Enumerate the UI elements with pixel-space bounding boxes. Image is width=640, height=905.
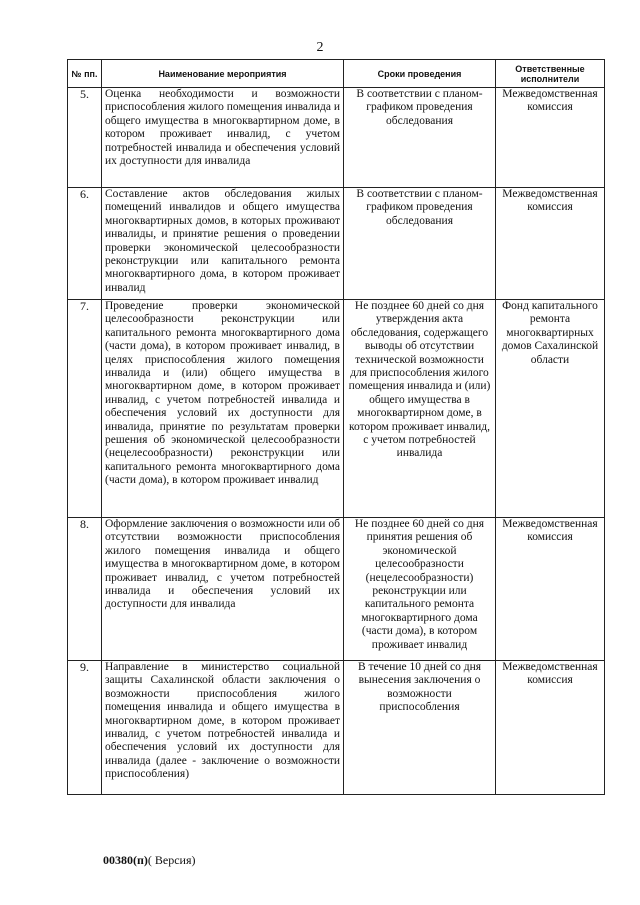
event-name: Составление актов обследования жилых помещений инвалидов и общего имущества многоквартирных домов, в которых проживают инвалиды, и принятие решения о проведении проверки экономической целесообразности реконструкции или капитального ремонта многоквартирного дома, в котором проживает инвалид (102, 188, 344, 300)
document-code: 00380(п) (103, 853, 148, 867)
header-num: № пп. (68, 60, 102, 88)
event-term: Не позднее 60 дней со дня утверждения акта обследования, содержащего выводы об отсутствии технической возможности для приспособления жилого помещения инвалида и (или) общего имущества в многоквартирном доме, в котором проживает инвалид, с учетом потребностей инвалида (344, 300, 496, 518)
event-name: Оценка необходимости и возможности приспособления жилого помещения инвалида и общего имущества в многоквартирном доме, в котором проживает инвалид, с учетом потребностей инвалида и обеспечения условий их доступности для инвалида (102, 88, 344, 188)
event-term: В течение 10 дней со дня вынесения заключения о возможности приспособления (344, 661, 496, 795)
event-name: Проведение проверки экономической целесообразности реконструкции или капитального ремонта многоквартирного дома (части дома), в котором проживает инвалид, в целях приспособления жилого помещения инвалида и (или) общего имущества в многоквартирном доме, в котором проживает инвалид, с учетом потребностей инвалида и обеспечения условий их доступности для инвалида, принятие по результатам проверки решения об экономической целесообразности (нецелесообразности) реконструкции или капитального ремонта многоквартирного дома (части дома), в котором проживает инвалид (102, 300, 344, 518)
event-responsible: Межведомственная комиссия (496, 188, 605, 300)
row-number: 9. (68, 661, 102, 795)
page-number: 2 (316, 40, 324, 55)
table-row (68, 88, 605, 188)
header-name: Наименование мероприятия (102, 60, 344, 88)
event-responsible: Фонд капитального ремонта многоквартирных домов Сахалинской области (496, 300, 605, 518)
table-row (68, 518, 605, 661)
row-number: 7. (68, 300, 102, 518)
header-responsible: Ответственные исполнители (496, 60, 605, 88)
table-row (68, 188, 605, 300)
event-term: В соответствии с планом-графиком проведения обследования (344, 88, 496, 188)
row-number: 5. (68, 88, 102, 188)
document-footer (103, 853, 196, 868)
row-number: 6. (68, 188, 102, 300)
document-version: ( Версия) (147, 853, 196, 867)
header-term: Сроки проведения (344, 60, 496, 88)
events-table (67, 59, 605, 795)
event-name: Направление в министерство социальной защиты Сахалинской области заключения о возможности приспособления жилого помещения инвалида и общего имущества в многоквартирном доме, в котором проживает инвалид, с учетом потребностей инвалида и обеспечения условий их доступности для инвалида (далее - заключение о возможности приспособления) (102, 661, 344, 795)
event-responsible: Межведомственная комиссия (496, 661, 605, 795)
table-header-row (68, 60, 605, 88)
event-term: Не позднее 60 дней со дня принятия решения об экономической целесообразности (нецелесообразности) реконструкции или капитального ремонта многоквартирного дома (части дома), в котором проживает инвалид (344, 518, 496, 661)
table-row (68, 300, 605, 518)
row-number: 8. (68, 518, 102, 661)
table-row (68, 661, 605, 795)
event-term: В соответствии с планом-графиком проведения обследования (344, 188, 496, 300)
event-name: Оформление заключения о возможности или об отсутствии возможности приспособления жилого помещения инвалида и общего имущества в многоквартирном доме, в котором проживает инвалид, с учетом потребностей инвалида и обеспечения условий их доступности для инвалида (102, 518, 344, 661)
event-responsible: Межведомственная комиссия (496, 88, 605, 188)
event-responsible: Межведомственная комиссия (496, 518, 605, 661)
